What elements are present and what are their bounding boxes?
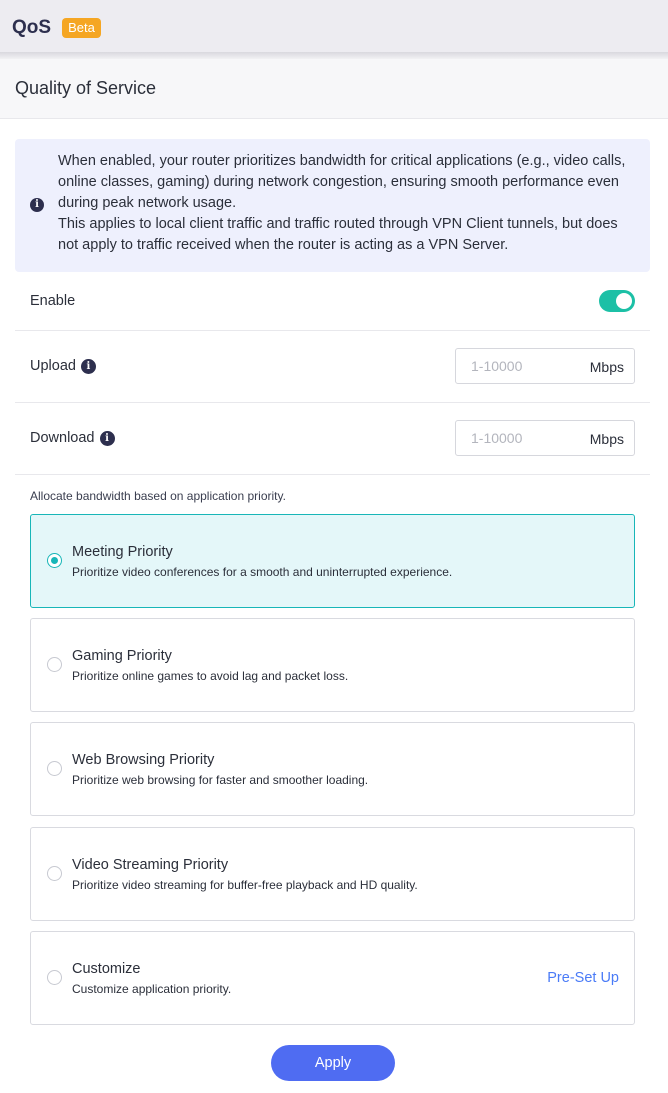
top-bar	[0, 0, 668, 55]
enable-row	[15, 272, 650, 331]
option-title: Customize	[72, 961, 141, 977]
pre-set-up-link[interactable]: Pre-Set Up	[547, 970, 619, 986]
option-web-browsing-priority[interactable]	[30, 722, 635, 816]
page-title: Quality of Service	[15, 78, 157, 98]
apply-button[interactable]: Apply	[271, 1045, 395, 1081]
info-icon: i	[30, 198, 44, 212]
radio-customize[interactable]	[47, 970, 62, 985]
info-box	[15, 139, 650, 272]
option-gaming-priority[interactable]	[30, 618, 635, 712]
enable-label: Enable	[30, 293, 76, 309]
beta-badge: Beta	[62, 18, 101, 38]
download-label: Download	[30, 430, 95, 446]
option-customize[interactable]	[30, 931, 635, 1025]
option-video-streaming-priority[interactable]	[30, 827, 635, 921]
info-paragraph-1: When enabled, your router prioritizes bandwidth for critical applications (e.g., video calls, online classes, gaming) during network congestion, ensuring smooth performance even during peak network usage.	[58, 153, 626, 211]
download-unit: Mbps	[589, 431, 624, 447]
download-label-group	[30, 430, 115, 446]
option-title: Meeting Priority	[72, 544, 173, 560]
upload-input-box	[455, 348, 635, 384]
radio-web-browsing[interactable]	[47, 761, 62, 776]
upload-label: Upload	[30, 358, 76, 374]
option-meeting-priority[interactable]	[30, 514, 635, 608]
upload-row	[15, 331, 650, 403]
info-paragraph-2: This applies to local client traffic and traffic routed through VPN Client tunnels, but does not apply to traffic received when the router is acting as a VPN Server.	[58, 216, 618, 253]
allocation-label: Allocate bandwidth based on application priority.	[30, 489, 286, 503]
toggle-knob	[616, 293, 632, 309]
download-info-icon[interactable]: i	[100, 431, 115, 446]
section-header	[0, 59, 668, 119]
upload-info-icon[interactable]: i	[81, 359, 96, 374]
option-desc: Customize application priority.	[72, 982, 232, 996]
option-title: Web Browsing Priority	[72, 752, 215, 768]
radio-gaming[interactable]	[47, 657, 62, 672]
option-desc: Prioritize online games to avoid lag and packet loss.	[72, 669, 349, 683]
enable-toggle[interactable]	[599, 290, 635, 312]
info-text	[58, 151, 638, 256]
option-title: Video Streaming Priority	[72, 857, 229, 873]
download-input-box	[455, 420, 635, 456]
radio-meeting[interactable]	[47, 553, 62, 568]
upload-unit: Mbps	[589, 359, 624, 375]
download-input[interactable]	[471, 430, 581, 446]
app-title: QoS	[12, 16, 52, 38]
download-row	[15, 403, 650, 475]
upload-label-group	[30, 358, 96, 374]
radio-video-streaming[interactable]	[47, 866, 62, 881]
option-desc: Prioritize video conferences for a smooth and uninterrupted experience.	[72, 565, 453, 579]
option-title: Gaming Priority	[72, 648, 172, 664]
option-desc: Prioritize video streaming for buffer-free playback and HD quality.	[72, 878, 418, 892]
option-desc: Prioritize web browsing for faster and smoother loading.	[72, 773, 369, 787]
upload-input[interactable]	[471, 358, 581, 374]
